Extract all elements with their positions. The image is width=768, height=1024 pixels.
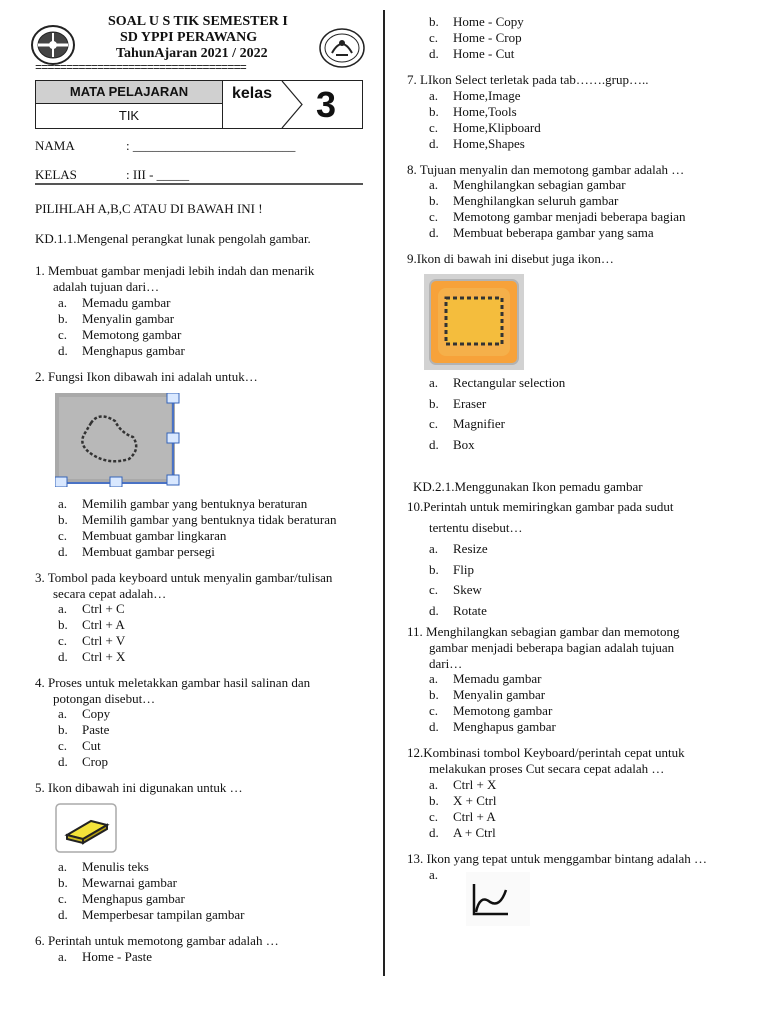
option[interactable]: a. Memilih gambar yang bentuknya beraturan <box>58 496 308 511</box>
option[interactable]: b. Home,Tools <box>429 104 517 119</box>
option[interactable]: a. Home,Image <box>429 88 521 103</box>
option[interactable]: a. Ctrl + C <box>58 601 125 616</box>
question-4: 4. Proses untuk meletakkan gambar hasil salinan dan <box>35 675 311 690</box>
option[interactable]: a. Memadu gambar <box>58 295 171 310</box>
subject-box <box>35 80 363 129</box>
option[interactable]: c. Home,Klipboard <box>429 120 541 135</box>
option[interactable]: b. X + Ctrl <box>429 793 497 808</box>
question-10-cont: tertentu disebut… <box>429 520 523 535</box>
option[interactable]: a. Menghilangkan sebagian gambar <box>429 177 626 192</box>
arrow-shape <box>280 81 304 128</box>
option[interactable]: a. Rectangular selection <box>429 375 566 390</box>
option[interactable]: b. Menghilangkan seluruh gambar <box>429 193 619 208</box>
option[interactable]: b. Home - Copy <box>429 14 524 29</box>
option[interactable]: a. Menulis teks <box>58 859 149 874</box>
kd1-heading: KD.1.1.Mengenal perangkat lunak pengolah gambar. <box>35 231 311 246</box>
curve-icon <box>466 872 530 926</box>
option[interactable]: c. Ctrl + A <box>429 809 496 824</box>
question-9: 9.Ikon di bawah ini disebut juga ikon… <box>407 251 614 266</box>
option[interactable]: a. Resize <box>429 541 488 556</box>
question-10: 10.Perintah untuk memiringkan gambar pada sudut <box>407 499 674 514</box>
class-field[interactable]: : III - _____ <box>126 167 190 182</box>
option[interactable]: c. Menghapus gambar <box>58 891 185 906</box>
subject-value: TIK <box>36 104 223 128</box>
option[interactable]: c. Membuat gambar lingkaran <box>58 528 227 543</box>
header-school: SD YPPI PERAWANG <box>120 30 258 45</box>
class-field-label: KELAS <box>35 167 77 182</box>
option[interactable]: d. Membuat beberapa gambar yang sama <box>429 225 654 240</box>
question-12: 12.Kombinasi tombol Keyboard/perintah cepat untuk <box>407 745 685 760</box>
name-label: NAMA <box>35 138 75 153</box>
option[interactable]: a. <box>429 867 439 882</box>
option[interactable]: a. Home - Paste <box>58 949 153 964</box>
option[interactable]: c. Magnifier <box>429 416 505 431</box>
kd2-heading: KD.2.1.Menggunakan Ikon pemadu gambar <box>413 479 643 494</box>
instruction: PILIHLAH A,B,C ATAU DI BAWAH INI ! <box>35 201 263 216</box>
question-3: 3. Tombol pada keyboard untuk menyalin gambar/tulisan <box>35 570 333 585</box>
option[interactable]: b. Flip <box>429 562 474 577</box>
question-11-cont: gambar menjadi beberapa bagian adalah tujuan <box>429 640 675 655</box>
option[interactable]: c. Memotong gambar <box>58 327 182 342</box>
question-4-cont: potongan disebut… <box>53 691 156 706</box>
header-title: SOAL U S TIK SEMESTER I <box>108 14 288 29</box>
option[interactable]: d. Menghapus gambar <box>58 343 185 358</box>
column-divider <box>383 10 385 976</box>
option[interactable]: a. Copy <box>58 706 111 721</box>
header-separator: ================================== <box>35 61 246 75</box>
question-7: 7. LIkon Select terletak pada tab…….grup….. <box>407 72 649 87</box>
rule-line <box>35 183 363 185</box>
school-logo <box>30 24 76 66</box>
question-3-cont: secara cepat adalah… <box>53 586 167 601</box>
option[interactable]: d. Ctrl + X <box>58 649 126 664</box>
option[interactable]: c. Cut <box>58 738 101 753</box>
question-11-cont2: dari… <box>429 656 463 671</box>
option[interactable]: d. Memperbesar tampilan gambar <box>58 907 245 922</box>
option[interactable]: c. Memotong gambar <box>429 703 553 718</box>
eraser-icon <box>55 803 117 853</box>
option[interactable]: d. Menghapus gambar <box>429 719 556 734</box>
header-year: TahunAjaran 2021 / 2022 <box>116 46 268 61</box>
option[interactable]: d. Box <box>429 437 475 452</box>
option[interactable]: b. Paste <box>58 722 110 737</box>
tut-wuri-handayani-logo <box>318 27 366 69</box>
question-13: 13. Ikon yang tepat untuk menggambar bintang adalah … <box>407 851 708 866</box>
option[interactable]: c. Ctrl + V <box>58 633 126 648</box>
question-5: 5. Ikon dibawah ini digunakan untuk … <box>35 780 243 795</box>
question-2: 2. Fungsi Ikon dibawah ini adalah untuk… <box>35 369 258 384</box>
subject-label: MATA PELAJARAN <box>36 81 223 104</box>
option[interactable]: d. Rotate <box>429 603 487 618</box>
question-6: 6. Perintah untuk memotong gambar adalah … <box>35 933 279 948</box>
option[interactable]: c. Skew <box>429 582 482 597</box>
question-12-cont: melakukan proses Cut secara cepat adalah … <box>429 761 665 776</box>
option[interactable]: b. Memilih gambar yang bentuknya tidak beraturan <box>58 512 337 527</box>
free-form-select-icon <box>55 393 181 487</box>
option[interactable]: d. Crop <box>58 754 108 769</box>
option[interactable]: d. A + Ctrl <box>429 825 496 840</box>
option[interactable]: b. Eraser <box>429 396 487 411</box>
option[interactable]: b. Menyalin gambar <box>58 311 175 326</box>
option[interactable]: d. Home - Cut <box>429 46 515 61</box>
option[interactable]: b. Mewarnai gambar <box>58 875 177 890</box>
class-number: 3 <box>316 84 337 125</box>
option[interactable]: b. Menyalin gambar <box>429 687 546 702</box>
option[interactable]: d. Home,Shapes <box>429 136 525 151</box>
option[interactable]: a. Ctrl + X <box>429 777 497 792</box>
option[interactable]: c. Memotong gambar menjadi beberapa bagian <box>429 209 686 224</box>
option[interactable]: b. Ctrl + A <box>58 617 125 632</box>
question-1-cont: adalah tujuan dari… <box>53 279 160 294</box>
option[interactable]: a. Memadu gambar <box>429 671 542 686</box>
question-1: 1. Membuat gambar menjadi lebih indah dan menarik <box>35 263 315 278</box>
option[interactable]: c. Home - Crop <box>429 30 522 45</box>
name-field[interactable]: : _________________________ <box>126 138 296 153</box>
rectangular-selection-icon <box>424 274 524 370</box>
class-label: kelas <box>232 85 273 102</box>
question-11: 11. Menghilangkan sebagian gambar dan memotong <box>407 624 680 639</box>
question-8: 8. Tujuan menyalin dan memotong gambar adalah … <box>407 162 685 177</box>
option[interactable]: d. Membuat gambar persegi <box>58 544 215 559</box>
